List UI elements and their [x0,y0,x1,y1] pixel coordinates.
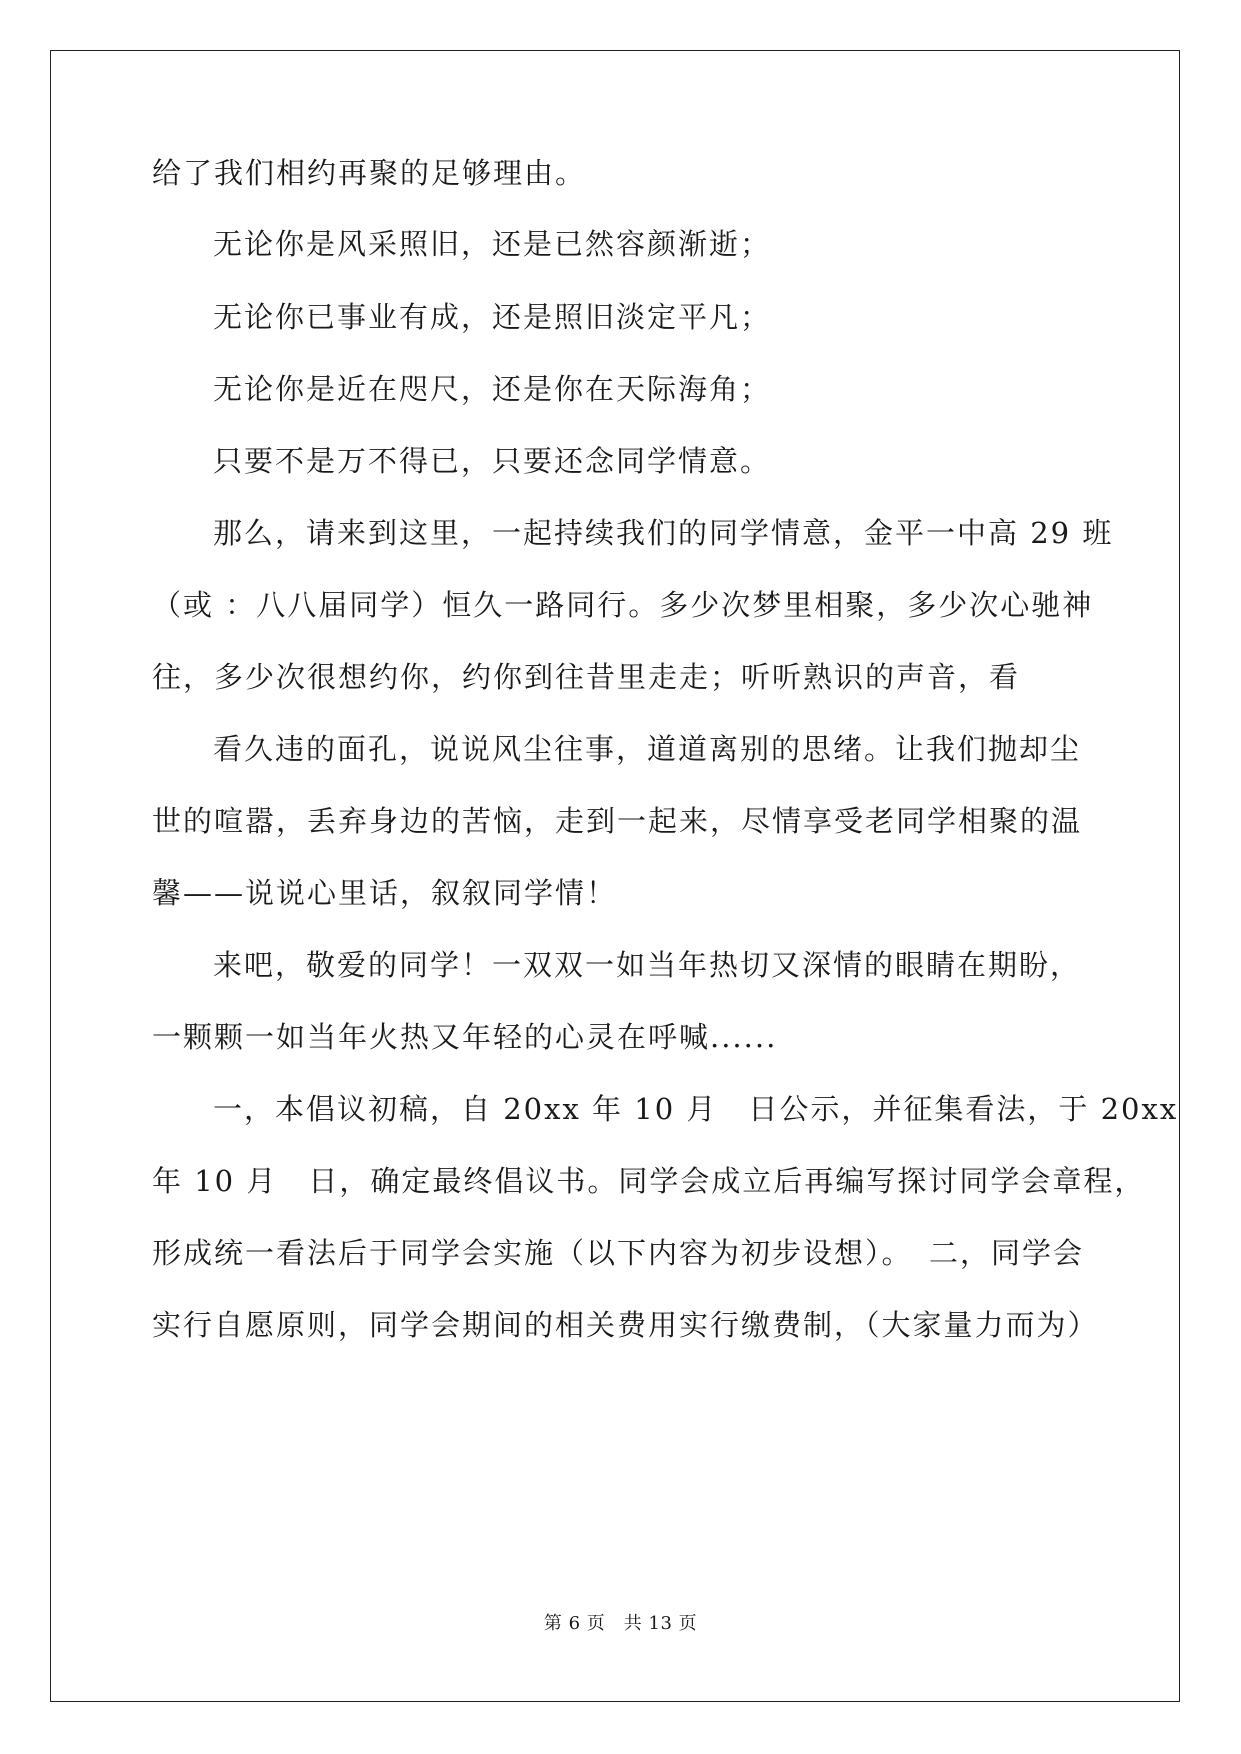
paragraph-line: 无论你已事业有成，还是照旧淡定平凡； [213,300,772,334]
paragraph-line: 年 10 月 日，确定最终倡议书。同学会成立后再编写探讨同学会章程， [152,1164,1146,1198]
paragraph-line: 形成统一看法后于同学会实施（以下内容为初步设想）。 二，同学会 [152,1236,1085,1270]
paragraph-line: （或 ：八八届同学）恒久一路同行。多少次梦里相聚，多少次心驰神 [152,588,1094,622]
paragraph-line: 无论你是风采照旧，还是已然容颜渐逝； [213,227,772,261]
paragraph-line: 一颗颗一如当年火热又年轻的心灵在呼喊...... [152,1020,778,1054]
paragraph-line: 实行自愿原则，同学会期间的相关费用实行缴费制，（大家量力而为） [152,1308,1099,1342]
paragraph-line: 无论你是近在咫尺，还是你在天际海角； [213,372,772,406]
paragraph-line: 给了我们相约再聚的足够理由。 [152,156,587,190]
paragraph-line: 那么，请来到这里，一起持续我们的同学情意，金平一中高 29 班 [213,516,1114,550]
paragraph-line: 只要不是万不得已，只要还念同学情意。 [213,444,772,478]
paragraph-line: 看久违的面孔，说说风尘往事，道道离别的思绪。让我们抛却尘 [213,732,1082,766]
paragraph-line: 来吧，敬爱的同学！一双双一如当年热切又深情的眼睛在期盼， [213,948,1082,982]
paragraph-line: 往，多少次很想约你，约你到往昔里走走；听听熟识的声音，看 [152,660,1021,694]
page-number-footer: 第 6 页 共 13 页 [543,1613,698,1634]
paragraph-line: 一，本倡议初稿，自 20xx 年 10 月 日公示，并征集看法，于 20xx [213,1092,1179,1126]
paragraph-line: 世的喧嚣，丢弃身边的苦恼，走到一起来，尽情享受老同学相聚的温 [152,804,1083,838]
paragraph-line: 馨——说说心里话，叙叙同学情！ [152,876,618,910]
